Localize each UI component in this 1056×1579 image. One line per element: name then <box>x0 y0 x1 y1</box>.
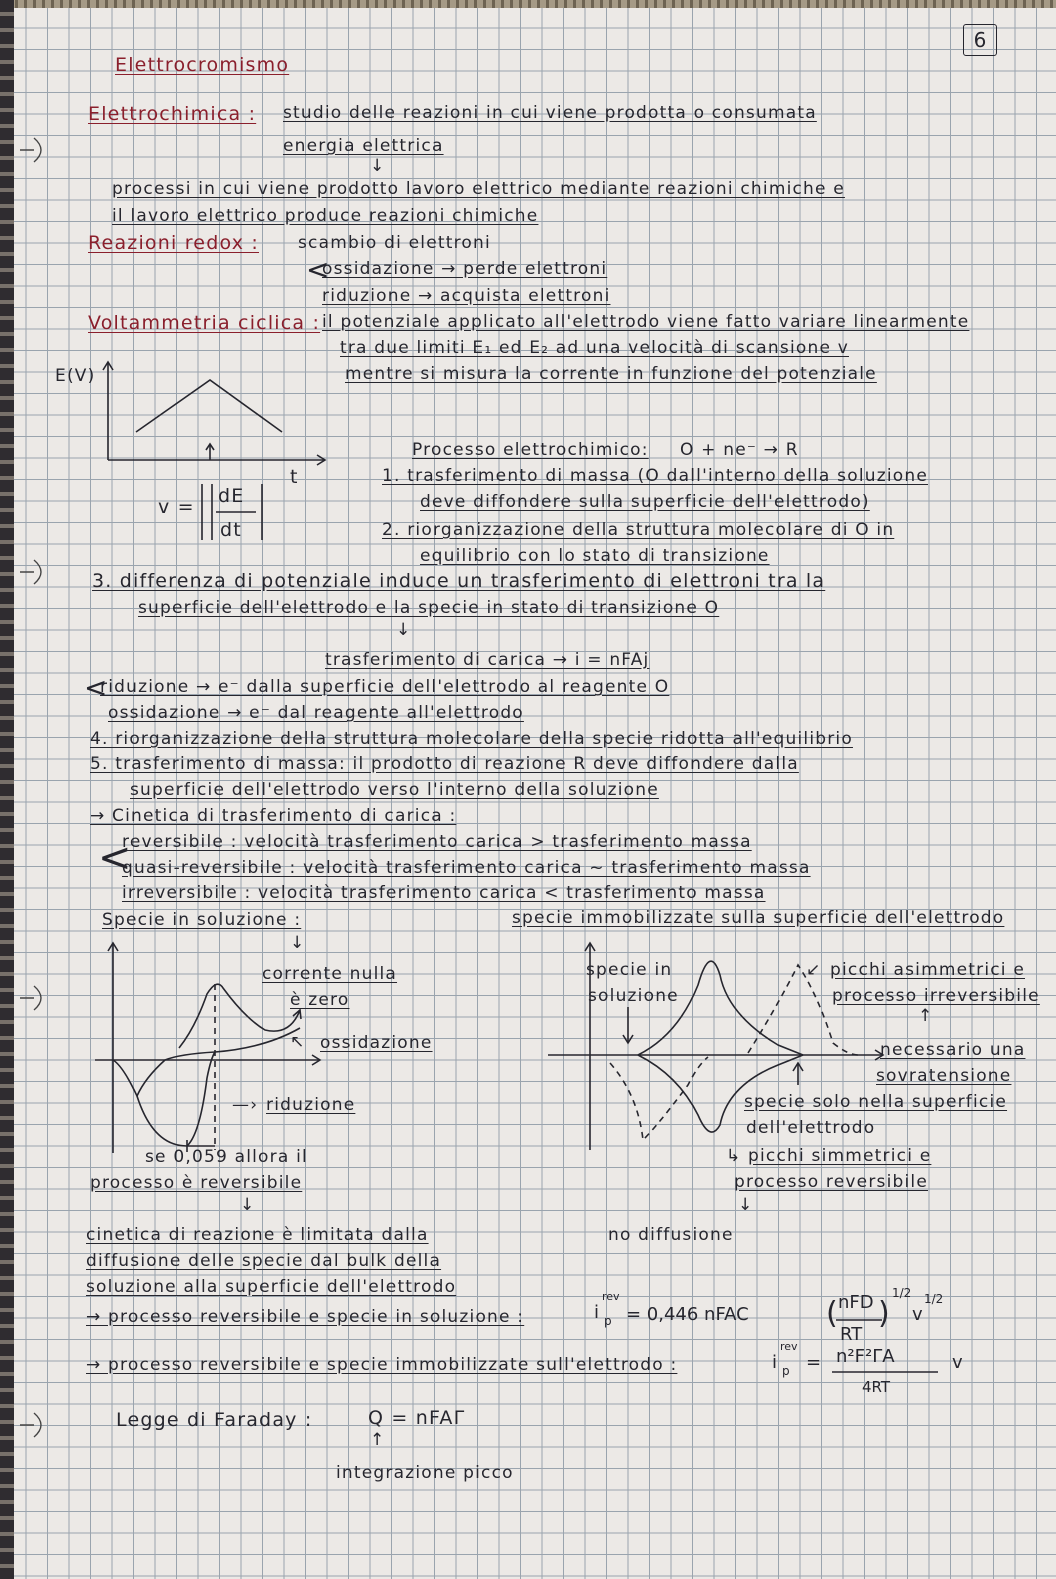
arrow-icon: ↳ <box>726 1146 742 1166</box>
annotation: dell'elettrodo <box>746 1118 876 1138</box>
text-line: il potenziale applicato all'elettrodo viene fatto variare linearmente <box>322 312 970 332</box>
kinetics-note: cinetica di reazione è limitata dalla <box>86 1225 429 1245</box>
up-arrow-icon: ↑ <box>918 1006 934 1026</box>
up-arrow-icon: ↑ <box>370 1430 386 1450</box>
text-line: ossidazione → perde elettroni <box>322 259 608 279</box>
kinetics-note: soluzione alla superficie dell'elettrodo <box>86 1277 457 1297</box>
cv-solution-plot <box>95 938 325 1158</box>
formula-subscript: p <box>782 1364 790 1378</box>
axis-label-x: t <box>290 466 299 488</box>
brace-icon: < <box>84 671 109 704</box>
background-strip <box>0 0 1056 8</box>
fraction-bar <box>832 1370 942 1374</box>
annotation: soluzione <box>588 986 679 1006</box>
step-2-cont: equilibrio con lo stato di transizione <box>420 546 770 566</box>
step-5-cont: superficie dell'elettrodo verso l'interno della soluzione <box>130 780 659 800</box>
formula-symbol: i <box>594 1302 600 1323</box>
text-line: riduzione → acquista elettroni <box>322 286 611 306</box>
scan-rate-label: v = <box>158 496 195 518</box>
down-arrow-icon: ↓ <box>738 1195 754 1215</box>
abs-fraction-bars <box>198 482 288 544</box>
process-equation: O + ne⁻ → R <box>680 440 799 460</box>
annotation-riduzione: riduzione <box>266 1095 356 1115</box>
formula-label: → processo reversibile e specie in soluzione : <box>86 1307 525 1327</box>
arrow-icon: —› <box>232 1095 259 1115</box>
formula-numerator: n²F²ΓA <box>836 1346 895 1367</box>
formula-superscript: rev <box>602 1290 620 1303</box>
text-line: tra due limiti E₁ ed E₂ ad una velocità di scansione v <box>340 338 849 358</box>
right-plot-title: specie immobilizzate sulla superficie dell'elettrodo <box>512 908 1005 928</box>
term-voltammetria: Voltammetria ciclica : <box>88 312 321 334</box>
step-1-cont: deve diffondere sulla superficie dell'elettrodo) <box>420 492 870 512</box>
definition-line: studio delle reazioni in cui viene prodotta o consumata <box>283 103 817 123</box>
punch-hole-icon <box>14 1405 54 1445</box>
formula-numerator: nFD <box>838 1292 874 1313</box>
definition-line: scambio di elettroni <box>298 233 491 253</box>
kinetics-note: diffusione delle specie dal bulk della <box>86 1251 442 1271</box>
axis-label-y: E(V) <box>55 366 96 386</box>
text-line: ossidazione → e⁻ dal reagente all'elettrodo <box>108 703 524 723</box>
note-line: processo è reversibile <box>90 1173 303 1193</box>
definition-line: energia elettrica <box>283 136 444 156</box>
annotation: specie solo nella superficie <box>744 1092 1008 1112</box>
spiral-binding <box>0 0 14 1579</box>
step-1: 1. trasferimento di massa (O dall'interno della soluzione <box>382 466 928 486</box>
annotation: picchi simmetrici e <box>748 1146 932 1166</box>
faraday-equation: Q = nFAΓ <box>368 1407 466 1429</box>
annotation-ossidazione: ossidazione <box>320 1033 433 1053</box>
faraday-note: integrazione picco <box>336 1463 514 1483</box>
formula-superscript: rev <box>780 1340 798 1353</box>
process-title: Processo elettrochimico: <box>412 440 649 460</box>
text-line: mentre si misura la corrente in funzione del potenziale <box>345 364 877 384</box>
formula-coefficient: = 0,446 nFAC <box>626 1304 749 1325</box>
left-plot-title: Specie in soluzione : <box>102 910 302 930</box>
scan-rate-denominator: dt <box>220 519 242 541</box>
down-arrow-icon: ↓ <box>396 620 412 640</box>
formula-equals: = <box>806 1352 822 1373</box>
kinetics-irreversible: irreversibile : velocità trasferimento carica < trasferimento massa <box>122 883 766 903</box>
text-line: processi in cui viene prodotto lavoro elettrico mediante reazioni chimiche e <box>112 179 845 199</box>
faraday-label: Legge di Faraday : <box>116 1409 313 1431</box>
formula-tail: v <box>952 1352 963 1373</box>
formula-denominator: 4RT <box>862 1378 891 1396</box>
down-arrow-icon: ↓ <box>240 1195 256 1215</box>
step-5: 5. trasferimento di massa: il prodotto di reazione R deve diffondere dalla <box>90 754 799 774</box>
page-title: Elettrocromismo <box>115 54 290 76</box>
annotation: no diffusione <box>608 1225 734 1245</box>
formula-exponent: 1/2 <box>924 1292 944 1306</box>
term-redox: Reazioni redox : <box>88 232 259 254</box>
note-line: se 0,059 allora il <box>145 1147 308 1167</box>
punch-hole-icon <box>14 978 54 1018</box>
kinetics-title: → Cinetica di trasferimento di carica : <box>90 806 457 826</box>
term-elettrochimica: Elettrochimica : <box>88 103 257 125</box>
annotation: necessario una <box>880 1040 1026 1060</box>
text-line: il lavoro elettrico produce reazioni chimiche <box>112 206 539 226</box>
punch-hole-icon <box>14 130 54 170</box>
annotation: picchi asimmetrici e <box>830 960 1025 980</box>
punch-hole-icon <box>14 552 54 592</box>
formula-tail: v <box>912 1304 923 1325</box>
step-4: 4. riorganizzazione della struttura molecolare della specie ridotta all'equilibrio <box>90 729 853 749</box>
formula-denominator: RT <box>840 1324 863 1345</box>
arrow-icon: ↖ <box>290 1032 306 1052</box>
formula-label: → processo reversibile e specie immobilizzate sull'elettrodo : <box>86 1355 678 1375</box>
step-3: 3. differenza di potenziale induce un trasferimento di elettroni tra la <box>92 570 826 592</box>
paren-icon: ( <box>826 1296 838 1331</box>
kinetics-reversible: reversibile : velocità trasferimento carica > trasferimento massa <box>122 832 752 852</box>
formula-exponent: 1/2 <box>892 1286 912 1300</box>
page-number: 6 <box>963 24 997 56</box>
text-line: riduzione → e⁻ dalla superficie dell'elettrodo al reagente O <box>100 677 670 697</box>
charge-transfer: trasferimento di carica → i = nFAj <box>325 650 650 670</box>
formula-symbol: i <box>772 1352 778 1373</box>
step-3-cont: superficie dell'elettrodo e la specie in stato di transizione O <box>138 598 720 618</box>
annotation: processo irreversibile <box>832 986 1040 1006</box>
scan-rate-numerator: dE <box>218 485 245 507</box>
brace-icon: < <box>306 253 331 286</box>
brace-icon: < <box>98 835 133 881</box>
formula-subscript: p <box>604 1314 612 1328</box>
kinetics-quasi: quasi-reversibile : velocità trasferimento carica ~ trasferimento massa <box>122 858 811 878</box>
arrow-icon: ↙ <box>806 960 822 980</box>
annotation: processo reversibile <box>734 1172 928 1192</box>
annotation: sovratensione <box>876 1066 1012 1086</box>
down-arrow-icon: ↓ <box>370 156 386 176</box>
down-arrow-icon: ↓ <box>290 933 306 953</box>
paren-icon: ) <box>878 1296 890 1331</box>
annotation: corrente nulla <box>262 964 398 984</box>
annotation: specie in <box>586 960 673 980</box>
annotation: è zero <box>290 990 350 1010</box>
potential-waveform-plot <box>90 360 330 470</box>
step-2: 2. riorganizzazione della struttura molecolare di O in <box>382 520 895 540</box>
